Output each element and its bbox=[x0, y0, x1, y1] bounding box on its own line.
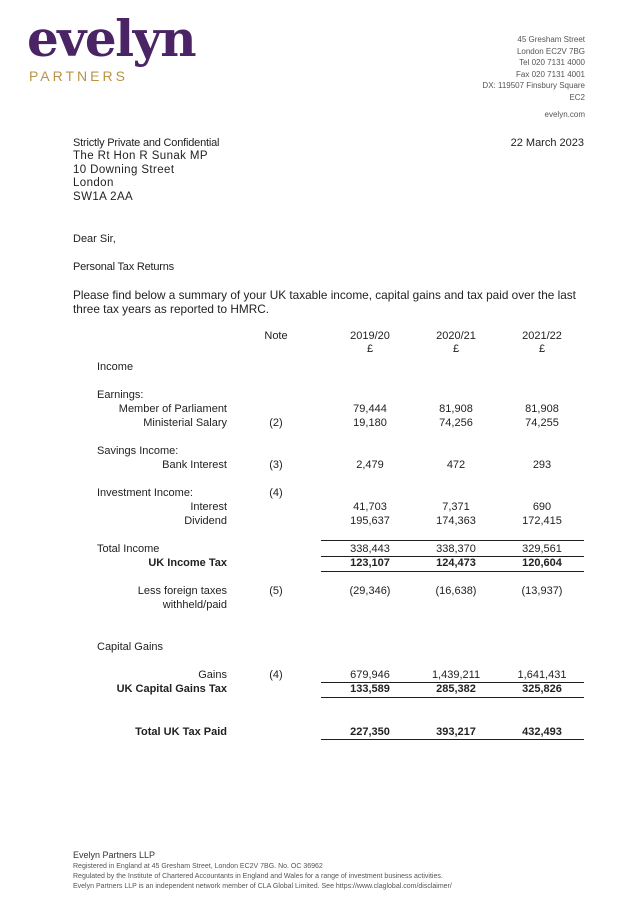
cgt-rule bbox=[321, 697, 584, 698]
foreign-tax-2019-20: (29,346) bbox=[349, 585, 391, 597]
company-logo-subtitle: PARTNERS bbox=[29, 68, 128, 84]
year-header-2019-20: 2019/20 bbox=[350, 330, 390, 342]
uk-income-tax-2019-20: 123,107 bbox=[350, 557, 390, 569]
dividend-2020-21: 174,363 bbox=[436, 515, 476, 527]
confidential-label: Strictly Private and Confidential bbox=[73, 137, 220, 149]
uk-income-tax-label: UK Income Tax bbox=[148, 557, 227, 569]
company-website-link[interactable]: evelyn.com bbox=[544, 110, 585, 119]
interest-2020-21: 7,371 bbox=[442, 501, 470, 513]
year-header-2020-21: 2020/21 bbox=[436, 330, 476, 342]
bank-interest-2021-22: 293 bbox=[532, 459, 552, 471]
recipient-address bbox=[73, 150, 208, 205]
interest-2021-22: 690 bbox=[532, 501, 552, 513]
dividend-label: Dividend bbox=[184, 515, 227, 527]
footer-network: Evelyn Partners LLP is an independent network member of CLA Global Limited. See https://www.claglobal.com/disclaimer/ bbox=[73, 883, 452, 890]
footer-registration: Registered in England at 45 Gresham Street, London EC2V 7BG. No. OC 36962 bbox=[73, 863, 323, 870]
foreign-tax-2021-22: (13,937) bbox=[521, 585, 563, 597]
bank-interest-note: (3) bbox=[269, 459, 283, 471]
uk-income-tax-2021-22: 120,604 bbox=[522, 557, 562, 569]
uk-cgt-label: UK Capital Gains Tax bbox=[116, 683, 227, 695]
savings-heading: Savings Income: bbox=[97, 445, 179, 457]
investment-note: (4) bbox=[269, 487, 283, 499]
ministerial-salary-2021-22: 74,255 bbox=[525, 417, 559, 429]
company-address bbox=[482, 34, 585, 103]
gains-label: Gains bbox=[198, 669, 227, 681]
total-income-2019-20: 338,443 bbox=[350, 543, 390, 555]
gains-2020-21: 1,439,211 bbox=[431, 669, 481, 681]
income-tax-rule bbox=[321, 571, 584, 572]
uk-cgt-2020-21: 285,382 bbox=[436, 683, 476, 695]
earnings-heading: Earnings: bbox=[97, 389, 144, 401]
total-tax-rule bbox=[321, 739, 584, 740]
currency-label: £ bbox=[538, 343, 546, 355]
total-tax-2019-20: 227,350 bbox=[350, 726, 390, 738]
currency-label: £ bbox=[366, 343, 374, 355]
interest-label: Interest bbox=[190, 501, 227, 513]
ministerial-salary-2019-20: 19,180 bbox=[353, 417, 387, 429]
foreign-tax-label-2: withheld/paid bbox=[162, 599, 227, 611]
income-heading: Income bbox=[97, 361, 134, 373]
recipient-line: SW1A 2AA bbox=[73, 191, 134, 204]
total-tax-label: Total UK Tax Paid bbox=[135, 726, 227, 738]
footer-regulation: Regulated by the Institute of Chartered Accountants in England and Wales for a range of investment business activities. bbox=[73, 873, 443, 880]
recipient-line: 10 Downing Street bbox=[73, 163, 175, 176]
total-income-2020-21: 338,370 bbox=[436, 543, 476, 555]
intro-paragraph: Please find below a summary of your UK taxable income, capital gains and tax paid over the last three tax years as reported to HMRC. bbox=[73, 288, 576, 316]
salutation: Dear Sir, bbox=[73, 233, 116, 245]
recipient-line: London bbox=[73, 177, 114, 190]
address-line: Tel 020 7131 4000 bbox=[519, 58, 585, 67]
investment-heading: Investment Income: bbox=[97, 487, 193, 499]
mp-salary-2021-22: 81,908 bbox=[525, 403, 559, 415]
year-header-2021-22: 2021/22 bbox=[522, 330, 562, 342]
dividend-2021-22: 172,415 bbox=[522, 515, 562, 527]
mp-salary-label: Member of Parliament bbox=[118, 403, 227, 415]
foreign-tax-label: Less foreign taxes bbox=[137, 585, 227, 597]
gains-2021-22: 1,641,431 bbox=[517, 669, 567, 681]
total-tax-2021-22: 432,493 bbox=[522, 726, 562, 738]
ministerial-salary-label: Ministerial Salary bbox=[143, 417, 227, 429]
uk-income-tax-2020-21: 124,473 bbox=[436, 557, 476, 569]
letter-date: 22 March 2023 bbox=[510, 137, 584, 149]
foreign-tax-2020-21: (16,638) bbox=[435, 585, 477, 597]
ministerial-salary-2020-21: 74,256 bbox=[439, 417, 473, 429]
bank-interest-2020-21: 472 bbox=[446, 459, 466, 471]
interest-2019-20: 41,703 bbox=[353, 501, 387, 513]
total-income-2021-22: 329,561 bbox=[522, 543, 562, 555]
capital-gains-heading: Capital Gains bbox=[97, 641, 164, 653]
gains-2019-20: 679,946 bbox=[350, 669, 390, 681]
subtotal-rule bbox=[321, 540, 584, 541]
address-line: 45 Gresham Street bbox=[517, 35, 585, 44]
currency-label: £ bbox=[452, 343, 460, 355]
uk-cgt-2021-22: 325,826 bbox=[522, 683, 562, 695]
address-line: Fax 020 7131 4001 bbox=[516, 69, 585, 79]
foreign-tax-note: (5) bbox=[269, 585, 283, 597]
total-tax-2020-21: 393,217 bbox=[436, 726, 476, 738]
company-logo: evelyn bbox=[27, 9, 196, 68]
uk-cgt-2019-20: 133,589 bbox=[350, 683, 390, 695]
bank-interest-label: Bank Interest bbox=[162, 459, 227, 471]
address-line: London EC2V 7BG bbox=[516, 46, 585, 56]
mp-salary-2019-20: 79,444 bbox=[353, 403, 387, 415]
letter-subject: Personal Tax Returns bbox=[73, 261, 174, 273]
note-column-header: Note bbox=[264, 330, 288, 342]
address-line: EC2 bbox=[569, 92, 585, 102]
dividend-2019-20: 195,637 bbox=[350, 515, 390, 527]
gains-note: (4) bbox=[269, 669, 283, 681]
footer-company-name: Evelyn Partners LLP bbox=[73, 850, 156, 860]
address-line: DX: 119507 Finsbury Square bbox=[482, 81, 585, 90]
mp-salary-2020-21: 81,908 bbox=[439, 403, 473, 415]
bank-interest-2019-20: 2,479 bbox=[356, 459, 384, 471]
recipient-line: The Rt Hon R Sunak MP bbox=[73, 150, 208, 162]
ministerial-salary-note: (2) bbox=[269, 417, 283, 429]
total-income-label: Total Income bbox=[97, 543, 160, 555]
